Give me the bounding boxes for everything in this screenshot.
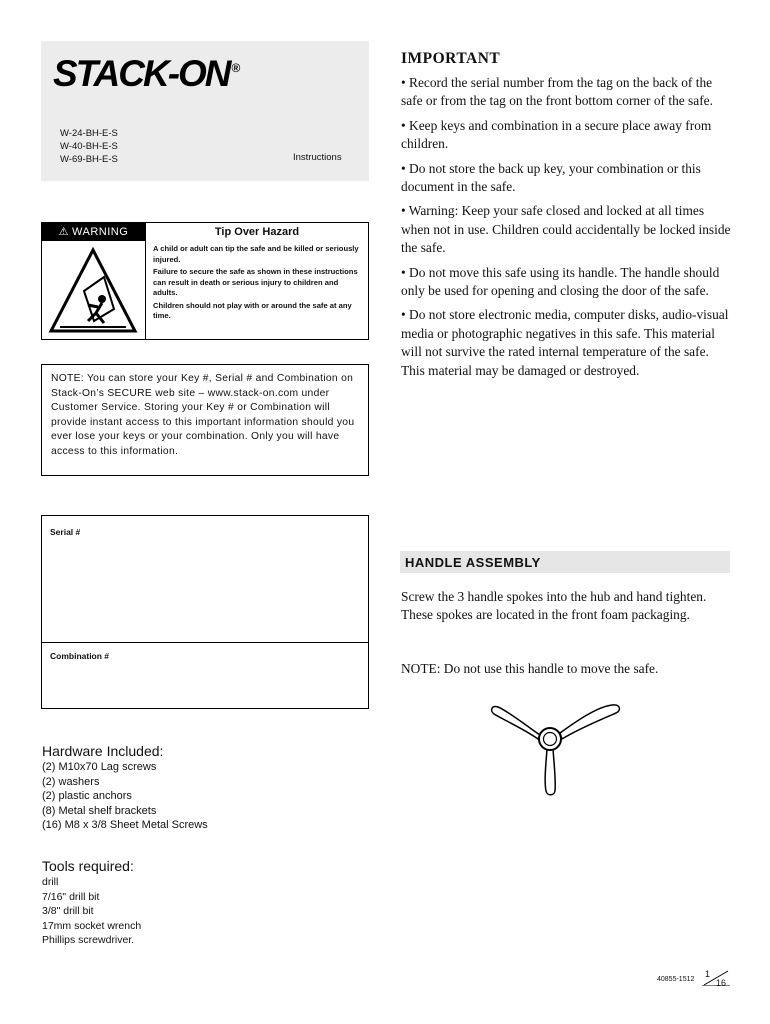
note-box: [41, 364, 369, 476]
hazard-line: Failure to secure the safe as shown in these instructions can result in death or serious injury to children and adults.: [153, 267, 358, 297]
handle-assembly-note: NOTE: Do not use this handle to move the safe.: [401, 661, 659, 676]
bullet-item: • Do not move this safe using its handle. The handle should only be used for opening and closing the door of the safe.: [401, 264, 720, 299]
list-item: 17mm socket wrench: [42, 919, 142, 932]
warning-triangle-icon: ⚠: [58, 226, 70, 238]
hazard-line: Children should not play with or around the safe at any time.: [153, 300, 352, 320]
list-item: (2) washers: [42, 775, 100, 788]
warning-tag-label: WARNING: [72, 226, 129, 238]
hazard-title: Tip Over Hazard: [214, 226, 300, 238]
handle-assembly-text: Screw the 3 handle spokes into the hub and hand tighten. These spokes are located in the front foam packaging.: [401, 589, 707, 623]
tip-over-hazard-icon: [48, 247, 138, 335]
hazard-text: [153, 244, 363, 324]
handle-assembly-title: HANDLE ASSEMBLY: [405, 555, 541, 570]
warning-tag: [42, 223, 145, 241]
list-item: drill: [42, 876, 59, 888]
list-item: 3/8" drill bit: [42, 905, 94, 917]
bullet-item: • Keep keys and combination in a secure place away from children.: [401, 117, 712, 152]
list-item: Phillips screwdriver.: [42, 934, 135, 946]
model-number: W-40-BH-E-S: [60, 141, 118, 152]
important-title: IMPORTANT: [401, 50, 501, 67]
bullet-item: • Record the serial number from the tag on the back of the safe or from the tag on the front bottom corner of the safe.: [401, 75, 713, 109]
handle-spokes-icon: [488, 697, 628, 797]
tools-list: [42, 875, 141, 948]
document-number: 40855-1512: [657, 976, 695, 983]
list-item: (8) Metal shelf brackets: [42, 804, 157, 817]
model-number: W-24-BH-E-S: [60, 128, 118, 139]
registered-mark: ®: [231, 61, 239, 75]
page-indicator: [702, 970, 730, 986]
instructions-label: Instructions: [293, 152, 342, 163]
page-total: 16: [716, 978, 727, 988]
stack-on-logo: [53, 53, 238, 95]
bullet-item: • Warning: Keep your safe closed and locked at all times when not in use. Children could accidentally be locked inside the safe.: [401, 203, 731, 256]
record-box-divider: [42, 642, 368, 643]
record-box: [41, 515, 369, 709]
hardware-title: Hardware Included:: [42, 743, 164, 759]
logo-text: STACK-ON: [53, 53, 230, 94]
header-box: [41, 41, 369, 181]
model-numbers: [60, 127, 118, 166]
serial-label: Serial #: [50, 527, 81, 537]
handle-assembly-heading: [400, 551, 730, 573]
tools-title: Tools required:: [42, 858, 134, 874]
bullet-item: • Do not store electronic media, computer disks, audio-visual media or photographic negatives in this safe. This material will not survive the rated internal temperature of the safe. This material may be damaged or destroyed.: [401, 307, 729, 378]
combination-label: Combination #: [50, 651, 110, 661]
hazard-line: A child or adult can tip the safe and be killed or seriously injured.: [153, 244, 359, 264]
warning-divider: [145, 223, 146, 339]
list-item: (2) plastic anchors: [42, 790, 132, 802]
model-number: W-69-BH-E-S: [60, 154, 118, 165]
page-number: 1: [705, 969, 711, 979]
hardware-list: [42, 760, 208, 833]
list-item: (2) M10x70 Lag screws: [42, 761, 157, 773]
note-text: NOTE: You can store your Key #, Serial # and Combination on Stack-On’s SECURE web site – www.stack-on.com under Customer Service. Storing your Key # or Combination will provide instant access to this important information should you ever lose your keys or your combination. Only you will have access to this information.: [51, 373, 355, 457]
bullet-item: • Do not store the back up key, your combination or this document in the safe.: [401, 160, 701, 195]
list-item: 7/16" drill bit: [42, 890, 100, 903]
warning-box: [41, 222, 369, 340]
important-bullets: [401, 74, 731, 386]
list-item: (16) M8 x 3/8 Sheet Metal Screws: [42, 819, 208, 831]
